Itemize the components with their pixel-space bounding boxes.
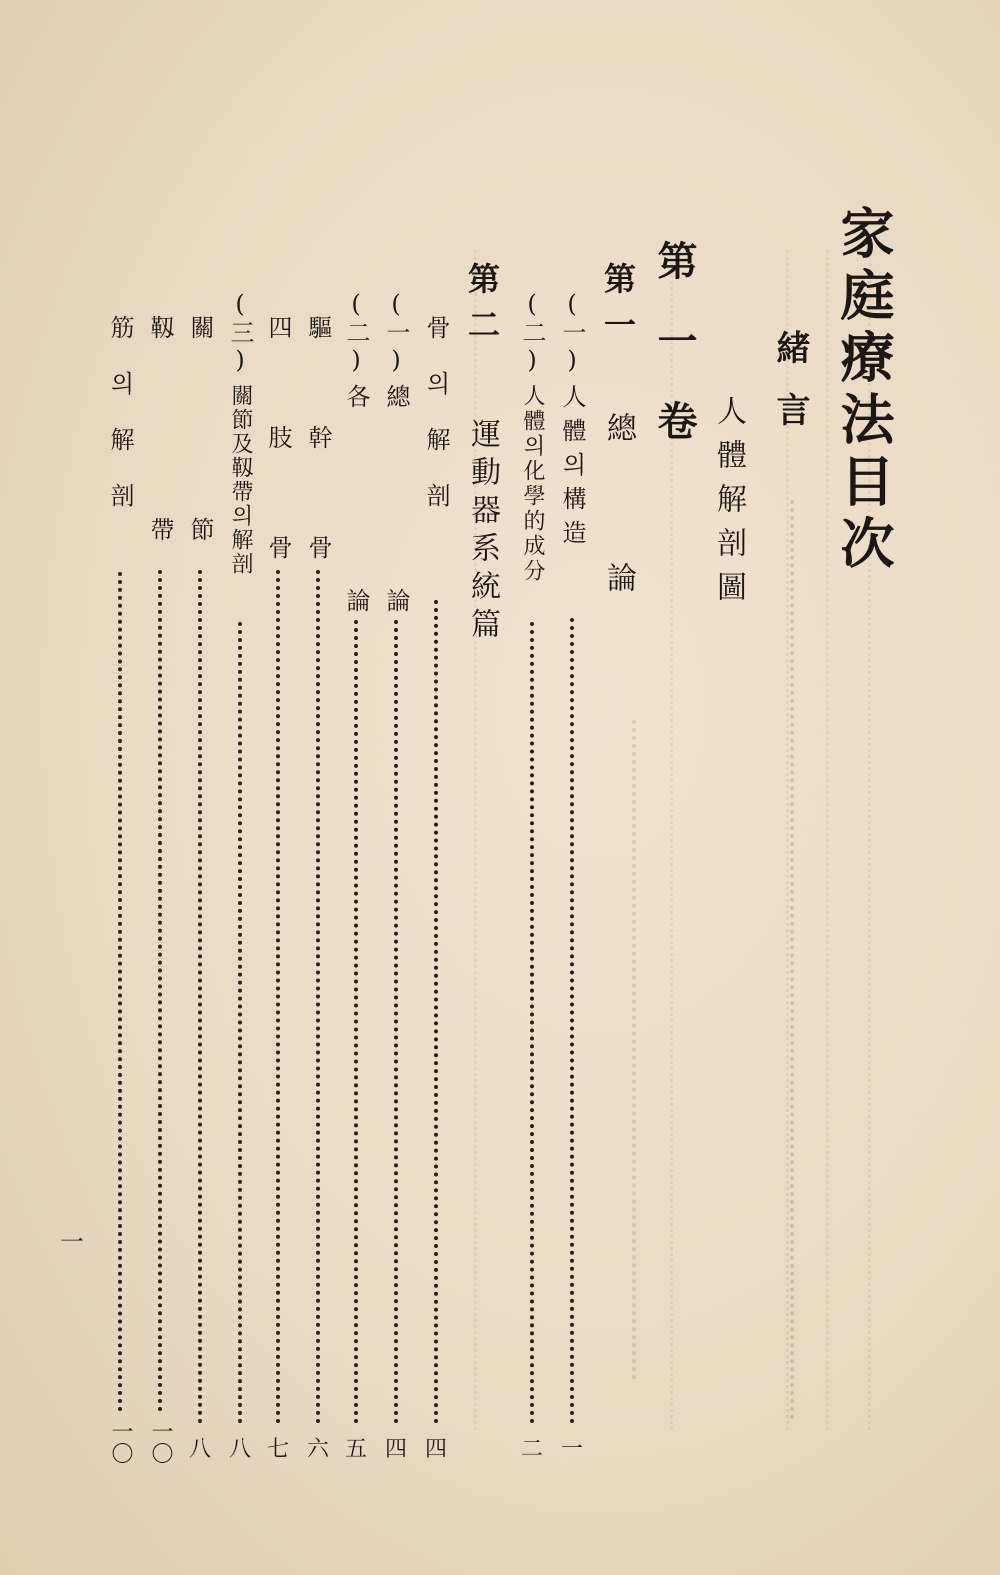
page-number: 四 bbox=[424, 1437, 447, 1462]
page-number: 七 bbox=[266, 1437, 289, 1462]
page-number: 一〇 bbox=[108, 1420, 133, 1464]
leader-dots bbox=[238, 622, 242, 1424]
page-number: 六 bbox=[306, 1437, 329, 1462]
item-marker: (二) bbox=[342, 290, 370, 376]
section-one-title: 總論 bbox=[601, 412, 636, 712]
item-marker: (一) bbox=[558, 290, 586, 376]
section-two-title: 運動器系統篇 bbox=[465, 418, 500, 646]
item-text: 關節 bbox=[186, 315, 214, 719]
toc-item[interactable] bbox=[100, 315, 140, 539]
leader-dots bbox=[354, 620, 358, 1424]
item-text: 關節及靱帶의解剖 bbox=[228, 384, 253, 576]
section-one-heading-column bbox=[598, 262, 638, 712]
item-text: 人體의構造 bbox=[558, 384, 586, 554]
leader-dots bbox=[316, 570, 320, 1424]
page-number: 一 bbox=[560, 1437, 583, 1462]
leader-dots bbox=[530, 622, 534, 1424]
leader-dots bbox=[118, 572, 122, 1412]
toc-item[interactable] bbox=[512, 290, 552, 584]
page-folio: 一 bbox=[60, 1228, 84, 1256]
toc-item[interactable] bbox=[416, 315, 456, 539]
item-text: 總論 bbox=[382, 384, 410, 792]
title-column bbox=[834, 205, 894, 577]
volume-heading: 第一卷 bbox=[651, 240, 698, 480]
toc-item[interactable] bbox=[552, 290, 592, 554]
leader-dots bbox=[394, 620, 398, 1424]
preface-heading: 緒言 bbox=[770, 330, 810, 454]
section-two-heading-column bbox=[462, 262, 502, 646]
item-marker: (一) bbox=[382, 290, 410, 376]
volume-column bbox=[650, 240, 698, 480]
page-number: 四 bbox=[384, 1437, 407, 1462]
item-text: 人體의化學的成分 bbox=[520, 384, 545, 584]
preface-column bbox=[770, 330, 810, 454]
leader-dots bbox=[276, 570, 280, 1424]
item-text: 靱帶 bbox=[146, 315, 174, 719]
item-text: 驅幹骨 bbox=[304, 315, 332, 645]
page-number: 二 bbox=[520, 1437, 543, 1462]
section-two-label: 第二 bbox=[463, 262, 501, 354]
page-number: 八 bbox=[188, 1437, 211, 1462]
leader-dots bbox=[434, 600, 438, 1424]
toc-item[interactable] bbox=[220, 290, 260, 576]
page-number: 一〇 bbox=[148, 1420, 173, 1464]
page-title: 家庭療法目次 bbox=[832, 205, 896, 577]
item-marker: (二) bbox=[518, 290, 546, 376]
item-text: 四肢骨 bbox=[264, 315, 292, 645]
item-text: 筋의解剖 bbox=[106, 315, 134, 539]
leader-dots bbox=[632, 720, 636, 1380]
page-number: 八 bbox=[228, 1437, 251, 1462]
item-text: 各論 bbox=[342, 384, 370, 792]
section-one-label: 第一 bbox=[599, 262, 637, 354]
item-marker: (三) bbox=[226, 290, 254, 376]
leader-dots bbox=[158, 570, 162, 1412]
anatomy-chart-column bbox=[708, 395, 748, 615]
leader-dots bbox=[198, 570, 202, 1424]
anatomy-chart-label: 人體解剖圖 bbox=[711, 395, 746, 615]
leader-dots bbox=[570, 618, 574, 1424]
leader-dots bbox=[790, 500, 794, 1420]
page-number: 五 bbox=[344, 1437, 367, 1462]
item-text: 骨의解剖 bbox=[422, 315, 450, 539]
